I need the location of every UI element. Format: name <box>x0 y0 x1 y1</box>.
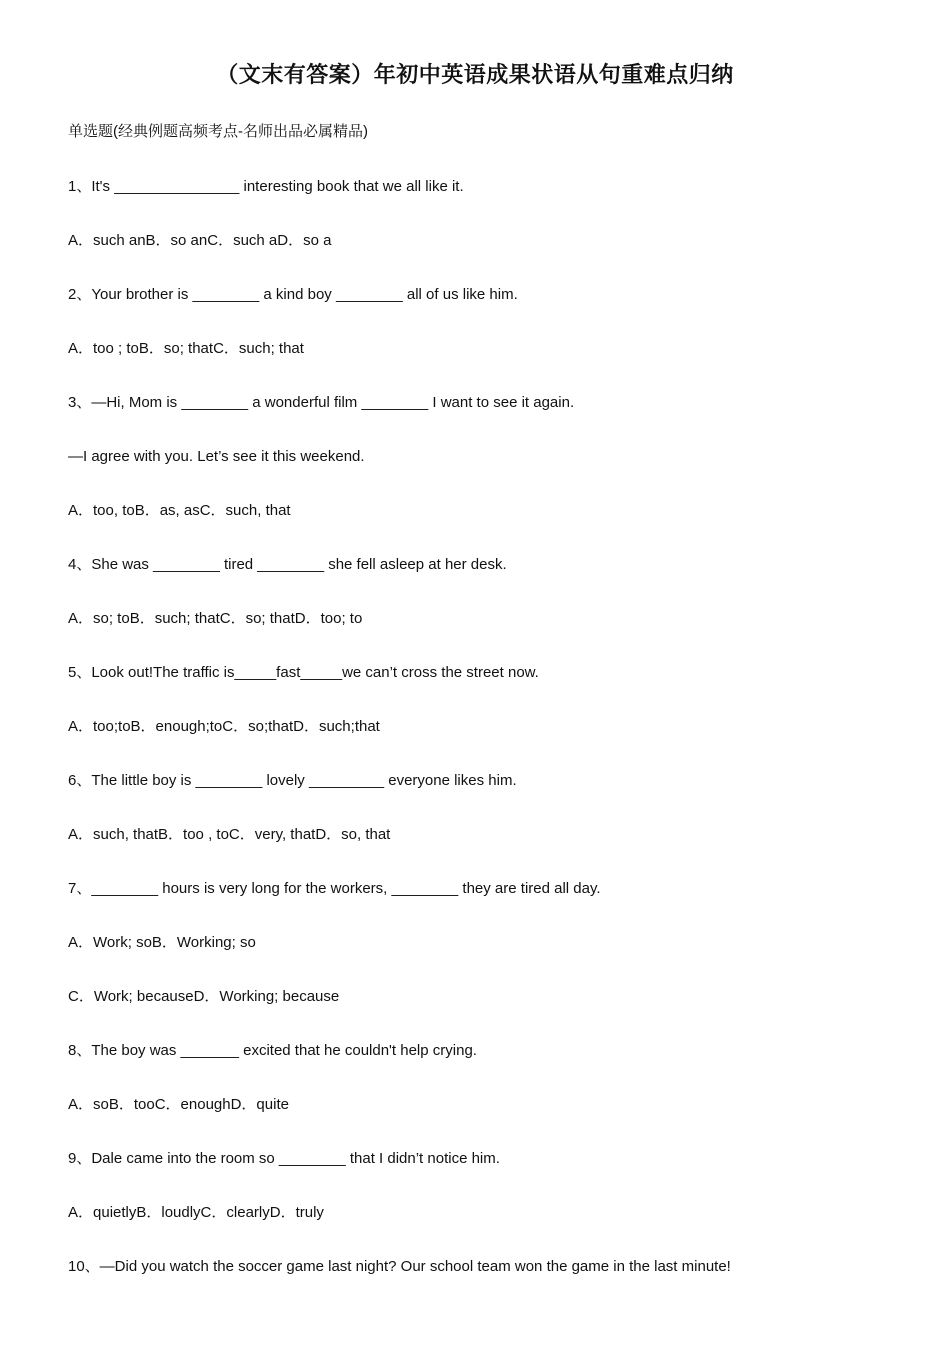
question-5-options: A．too;toB．enough;toC．so;thatD．such;that <box>68 718 380 735</box>
question-2: 2、Your brother is ________ a kind boy ________ all of us like him. <box>68 286 518 303</box>
question-9-options: A．quietlyB．loudlyC．clearlyD．truly <box>68 1204 324 1221</box>
question-2-options: A．too ; toB．so; thatC．such; that <box>68 340 304 357</box>
question-8: 8、The boy was _______ excited that he couldn't help crying. <box>68 1042 477 1059</box>
question-4-options: A．so; toB．such; thatC．so; thatD．too; to <box>68 610 363 627</box>
question-3-reply: —I agree with you. Let’s see it this weekend. <box>68 448 365 465</box>
question-6: 6、The little boy is ________ lovely _________ everyone likes him. <box>68 772 517 789</box>
question-4: 4、She was ________ tired ________ she fell asleep at her desk. <box>68 556 507 573</box>
document-title: （文末有答案）年初中英语成果状语从句重难点归纳 <box>216 62 734 87</box>
question-3: 3、—Hi, Mom is ________ a wonderful film ________ I want to see it again. <box>68 394 575 411</box>
question-3-options: A．too, toB．as, asC．such, that <box>68 502 291 519</box>
question-7-options-ab: A．Work; soB．Working; so <box>68 934 256 951</box>
question-6-options: A．such, thatB．too , toC．very, thatD．so, that <box>68 826 391 843</box>
question-list <box>68 177 898 1311</box>
section-heading: 单选题(经典例题高频考点-名师出品必属精品) <box>68 123 368 140</box>
question-7: 7、________ hours is very long for the workers, ________ they are tired all day. <box>68 880 601 897</box>
question-10: 10、—Did you watch the soccer game last night? Our school team won the game in the last minute! <box>68 1258 731 1275</box>
question-9: 9、Dale came into the room so ________ that I didn’t notice him. <box>68 1150 500 1167</box>
question-1-options: A．such anB．so anC．such aD．so a <box>68 232 332 249</box>
question-1: 1、It's _______________ interesting book that we all like it. <box>68 178 464 195</box>
question-7-options-cd: C．Work; becauseD．Working; because <box>68 988 340 1005</box>
question-5: 5、Look out!The traffic is_____fast_____we can’t cross the street now. <box>68 664 539 681</box>
question-8-options: A．soB．tooC．enoughD．quite <box>68 1096 289 1113</box>
